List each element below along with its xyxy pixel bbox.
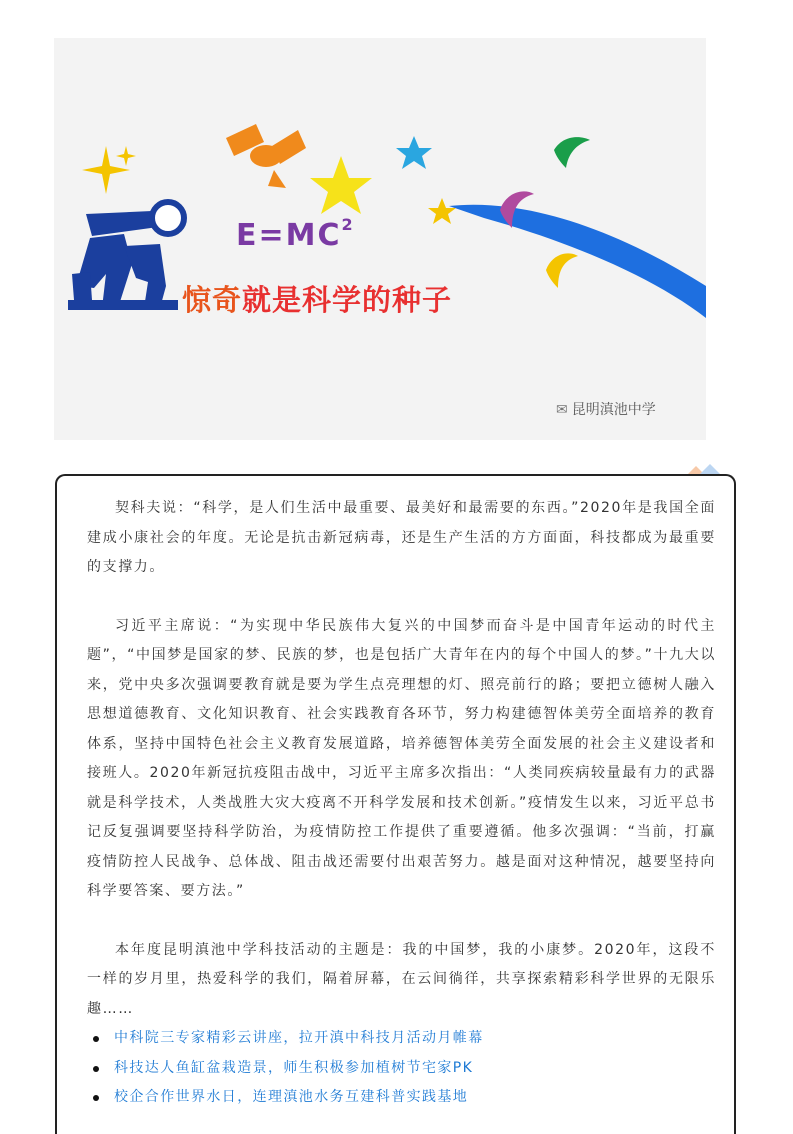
slogan-part-1: 惊奇 xyxy=(182,283,243,317)
link-text[interactable]: 科技达人鱼缸盆栽造景，师生积极参加植树节宅家PK xyxy=(114,1059,474,1076)
paragraph-1: 契科夫说：“科学，是人们生活中最重要、最美好和最需要的东西。”2020年是我国全面建成小康社会的年度。无论是抗击新冠病毒，还是生产生活的方方面面，科技都成为最重要的支撑力。 xyxy=(87,500,716,575)
sparkle-icon xyxy=(82,146,136,194)
link-item-2[interactable] xyxy=(109,1054,716,1084)
bullet-icon xyxy=(93,1095,99,1101)
link-item-1[interactable] xyxy=(109,1024,716,1054)
link-text[interactable]: 中科院三专家精彩云讲座，拉开滇中科技月活动月帷幕 xyxy=(114,1030,484,1046)
stargazer-figures-icon xyxy=(68,202,184,310)
paragraph-2: 习近平主席说：“为实现中华民族伟大复兴的中国梦而奋斗是中国青年运动的时代主题”，“中国梦是国家的梦、民族的梦，也是包括广大青年在内的每个中国人的梦。”十九大以来，党中央多次强调要教育就是要为学生点亮理想的灯、照亮前行的路；要把立德树人融入思想道德教育、文化知识教育、社会实践教育各环节，努力构建德智体美劳全面培养的教育体系，坚持中国特色社会主义教育发展道路，培养德智体美劳全面发展的社会主义建设者和接班人。2020年新冠抗疫阻击战中，习近平主席多次指出：“人类同疾病较量最有力的武器就是科学技术，人类战胜大灾大疫离不开科学发展和技术创新。”疫情发生以来，习近平总书记反复强调要坚持科学防治，为疫情防控工作提供了重要遵循。他多次强调：“当前，打赢疫情防控人民战争、总体战、阻击战还需要付出艰苦努力。越是面对这种情况，越要坚持向科学要答案、要方法。” xyxy=(87,617,716,899)
related-links xyxy=(87,1024,716,1113)
yellow-star-icon xyxy=(310,156,372,214)
blue-star-icon xyxy=(396,136,432,169)
yellow-bird-icon xyxy=(546,253,578,288)
banner-illustration xyxy=(54,38,706,440)
link-item-3[interactable] xyxy=(109,1083,716,1113)
article-card xyxy=(55,474,736,1134)
green-bird-icon xyxy=(554,137,590,168)
link-text[interactable]: 校企合作世界水日，连理滇池水务互建科普实践基地 xyxy=(114,1089,469,1105)
bullet-icon xyxy=(93,1066,99,1072)
watermark-text: 昆明滇池中学 xyxy=(571,402,656,418)
comet-icon xyxy=(449,205,706,318)
satellite-icon xyxy=(226,124,306,188)
formula-text: $E=MC^2$ xyxy=(236,215,355,253)
bullet-icon xyxy=(93,1036,99,1042)
watermark xyxy=(556,399,656,419)
slogan-part-2: 就是科学的种子 xyxy=(242,283,453,317)
banner-image xyxy=(54,38,706,440)
banner-slogan xyxy=(182,278,452,319)
wechat-icon: ✉ xyxy=(556,402,568,418)
paragraph-3: 本年度昆明滇池中学科技活动的主题是：我的中国梦，我的小康梦。2020年，这段不一样的岁月里，热爱科学的我们，隔着屏幕，在云间徜徉，共享探索精彩科学世界的无限乐趣…… xyxy=(87,941,716,1017)
